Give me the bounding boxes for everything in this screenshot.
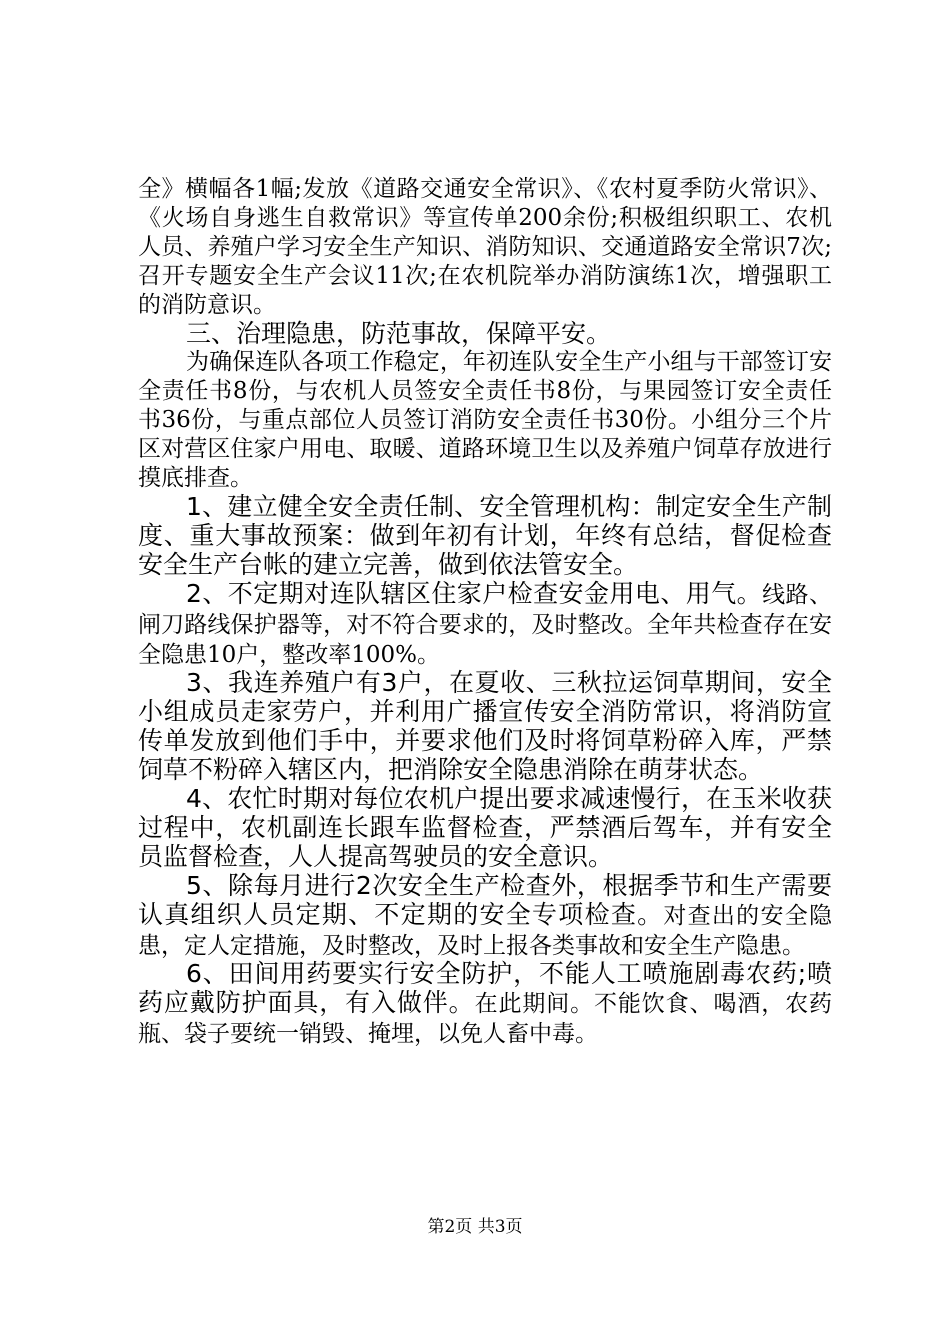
item-4: 4、农忙时期对每位农机户提出要求减速慢行，在玉米收获过程中，农机副连长跟车监督检查，严禁酒后驾车，并有安全员监督检查，人人提高驾驶员的安全意识。 <box>138 784 832 871</box>
item-2 <box>138 580 832 670</box>
section-heading-3: 三、治理隐患，防范事故，保障平安。 <box>186 318 612 348</box>
item-5-rest: 对查出的安全隐患，定人定措施，及时整改，及时上报各类事故和安全生产隐患。 <box>138 902 832 959</box>
paragraph-3: 为确保连队各项工作稳定，年初连队安全生产小组与干部签订安全责任书8份，与农机人员签安全责任书8份，与果园签订安全责任书36份，与重点部位人员签订消防安全责任书30份。小组分三个片区对营区住家户用电、取暖、道路环境卫生以及养殖户饲草存放进行摸底排查。 <box>138 349 832 492</box>
item-3: 3、我连养殖户有3户，在夏收、三秋拉运饲草期间，安全小组成员走家劳户，并利用广播宣传安全消防常识，将消防宣传单发放到他们手中，并要求他们及时将饲草粉碎入库，严禁饲草不粉碎入辖区内，把消除安全隐患消除在萌芽状态。 <box>138 668 832 785</box>
item-5-lead: 5、除每月进行2次安全生产检查外，根据季节和生产需要认真组织人员定期、不定期的安全专项检查。 <box>138 870 832 929</box>
item-5 <box>138 872 832 961</box>
page-footer: 第2页 共3页 <box>427 1217 523 1237</box>
item-1: 1、建立健全安全责任制、安全管理机构：制定安全生产制度、重大事故预案：做到年初有计划，年终有总结，督促检查安全生产台帐的建立完善，做到依法管安全。 <box>138 491 832 579</box>
item-6-rest: 在此期间。不能饮食、喝酒，农药瓶、袋子要统一销毁、掩埋，以免人畜中毒。 <box>138 991 832 1048</box>
item-6 <box>138 960 832 1049</box>
item-6-lead: 6、田间用药要实行安全防护，不能人工喷施剧毒农药;喷药应戴防护面具，有入做伴。 <box>138 959 832 1018</box>
item-2-lead: 2、不定期对连队辖区住家户检查安金用电、用气。 <box>186 578 763 608</box>
document-body <box>138 175 832 1049</box>
item-2-rest: 线路、闸刀路线保护器等，对不符合要求的，及时整改。全年共检查存在安全隐患10户，整改率100%。 <box>138 581 832 668</box>
paragraph-1: 全》横幅各1幅;发放《道路交通安全常识》、《农村夏季防火常识》、《火场自身逃生自救常识》等宣传单200余份;积极组织职工、农机人员、养殖户学习安全生产知识、消防知识、交通道路安全常识7次;召开专题安全生产会议11次;在农机院举办消防演练1次，增强职工的消防意识。 <box>138 176 832 318</box>
